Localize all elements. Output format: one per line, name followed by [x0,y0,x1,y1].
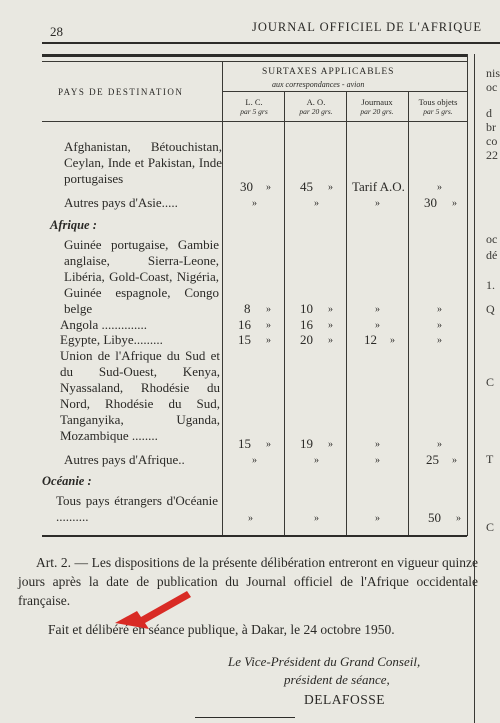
header-bottom-rule [42,121,467,122]
col-header-lc: L. C. par 5 grs [240,97,268,116]
side-fragment: C [486,520,495,534]
row-union-afrique-sud: Union de l'Afrique du Sud et du Sud-Ouest, Kenya, Nyassaland, Rhodésie du Nord, Rhodésie du Sud, Tanganyika, Uganda, Mozambique ........ [60,348,220,443]
asia-other-tous: 30 [424,195,437,210]
chev: » [252,198,257,209]
asia-ao: 45 [300,179,313,194]
side-fragment: oc [486,80,498,94]
chev: » [375,304,380,315]
chev: » [452,455,457,466]
egypte-ao: 20 [300,332,313,347]
chev: » [375,455,380,466]
chev: » [328,335,333,346]
row-angola: Angola .............. [60,317,148,332]
chev: » [437,182,442,193]
chev: » [390,335,395,346]
chev: » [314,513,319,524]
section-oceanie: Océanie : [42,474,92,488]
side-fragment: 22 [486,148,498,162]
row-asia-other: Autres pays d'Asie..... [64,195,178,210]
chev: » [266,304,271,315]
journal-title: JOURNAL OFFICIEL DE L'AFRIQUE [252,20,482,34]
afr1-lc: 8 [244,301,251,316]
signature-name: DELAFOSSE [304,692,386,707]
chev: » [266,439,271,450]
row-egypte: Egypte, Libye......... [60,332,163,347]
side-fragment: C [486,375,495,389]
asia-journaux: Tarif A.O. [352,179,405,194]
signature-subtitle: président de séance, [284,672,390,687]
chev: » [437,304,442,315]
side-fragment: oc [486,232,498,246]
side-fragment: Q [486,302,495,316]
chev: » [328,439,333,450]
union-ao: 19 [300,436,313,451]
chev: » [266,320,271,331]
col-header-tous-objets: Tous objets par 5 grs. [418,97,458,116]
col-header-ao: A. O. par 20 grs. [299,97,333,116]
col-divider-2 [284,91,285,536]
union-lc: 15 [238,436,251,451]
table-top-thin [42,61,467,62]
side-fragment: T [486,452,494,466]
afr1-ao: 10 [300,301,313,316]
red-arrow-pointer-icon [115,585,195,635]
footer-rule [195,717,295,718]
angola-ao: 16 [300,317,313,332]
afr-other-tous: 25 [426,452,439,467]
chev: » [328,304,333,315]
egypte-journaux: 12 [364,332,377,347]
row-afrique-other: Autres pays d'Afrique.. [64,452,185,467]
chev: » [252,455,257,466]
chev: » [314,198,319,209]
side-fragment: co [486,134,498,148]
chev: » [375,198,380,209]
surtaxes-subheader: aux correspondances - avion [272,80,365,89]
surtaxes-header: SURTAXES APPLICABLES [262,67,395,77]
signature-title: Le Vice-Président du Grand Conseil, [228,654,421,669]
chev: » [375,320,380,331]
col-divider-3 [346,91,347,536]
fait-delibere: Fait et délibéré en séance publique, à Dakar, le 24 octobre 1950. [48,622,395,637]
table-top-rule [42,54,467,57]
chev: » [328,320,333,331]
chev: » [328,182,333,193]
header-rule [42,42,500,44]
row-asia-countries: Afghanistan, Bétouchistan, Ceylan, Inde et Pakistan, Inde portugaises [64,139,222,186]
article-2: Art. 2. — Les dispositions de la présente délibération entreront en vigueur quinze jours après la date de publication du Journal officiel de l'Afrique occidentale française. [18,555,478,608]
chev: » [314,455,319,466]
row-oceanie: Tous pays étrangers d'Océanie .......... [56,493,218,524]
col-header-journaux: Journaux par 20 grs. [360,97,394,116]
chev: » [456,513,461,524]
chev: » [437,320,442,331]
oceanie-tous: 50 [428,510,441,525]
chev: » [266,182,271,193]
chev: » [375,439,380,450]
page-number: 28 [50,24,63,39]
asia-lc: 30 [240,179,253,194]
chev: » [452,198,457,209]
table-bottom-rule [42,535,467,537]
chev: » [375,513,380,524]
chev: » [437,335,442,346]
chev: » [248,513,253,524]
surtaxes-rule [222,91,467,92]
side-fragment: dé [486,248,498,262]
egypte-lc: 15 [238,332,251,347]
country-column-header: PAYS DE DESTINATION [58,87,184,97]
row-afrique-west: Guinée portugaise, Gambie anglaise, Sierra-Leone, Libéria, Gold-Coast, Nigéria, Guinée espagnole, Congo belge [64,237,219,316]
col-divider-4 [408,91,409,536]
chev: » [437,439,442,450]
side-fragment: br [486,120,496,134]
side-fragment: 1. [486,278,495,292]
side-fragment: nis [486,66,500,80]
col-divider-1 [222,61,223,536]
angola-lc: 16 [238,317,251,332]
chev: » [266,335,271,346]
col-divider-5 [467,54,468,536]
side-fragment: d [486,106,492,120]
section-afrique: Afrique : [50,218,97,232]
